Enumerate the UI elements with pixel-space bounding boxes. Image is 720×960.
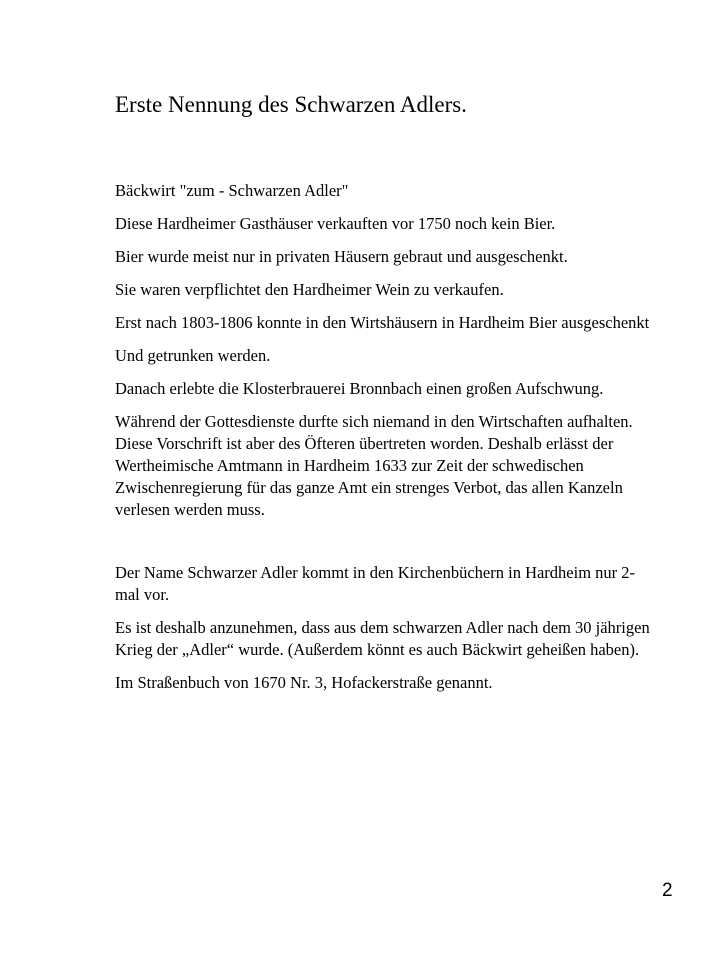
paragraph: Sie waren verpflichtet den Hardheimer Wein zu verkaufen.: [115, 280, 504, 299]
section-divider: [115, 532, 655, 562]
paragraph: Bier wurde meist nur in privaten Häusern gebraut und ausgeschenkt.: [115, 247, 568, 266]
paragraph: Erst nach 1803-1806 konnte in den Wirtshäusern in Hardheim Bier ausgeschenkt: [115, 313, 650, 332]
page-number: 2: [662, 880, 673, 901]
paragraph: Während der Gottesdienste durfte sich niemand in den Wirtschaften aufhalten. Diese Vorschrift ist aber des Öfteren übertreten worden. Deshalb erlässt der Wertheimische Amtmann in Hardheim 1633 zur Zeit der schwedischen Zwischenregierung für das ganze Amt ein strenges Verbot, das allen Kanzeln verlesen werden muss.: [115, 412, 633, 519]
paragraph: Danach erlebte die Klosterbrauerei Bronnbach einen großen Aufschwung.: [115, 379, 604, 398]
paragraph: Und getrunken werden.: [115, 346, 271, 365]
paragraph: Diese Hardheimer Gasthäuser verkauften vor 1750 noch kein Bier.: [115, 214, 556, 233]
paragraph: Der Name Schwarzer Adler kommt in den Kirchenbüchern in Hardheim nur 2-mal vor.: [115, 563, 636, 604]
document-body: [115, 180, 655, 705]
paragraph: Es ist deshalb anzunehmen, dass aus dem schwarzen Adler nach dem 30 jährigen Krieg der „Adler“ wurde. (Außerdem könnt es auch Bäckwirt geheißen haben).: [115, 618, 650, 659]
paragraph: Im Straßenbuch von 1670 Nr. 3, Hofackerstraße genannt.: [115, 673, 493, 692]
page-title: Erste Nennung des Schwarzen Adlers.: [115, 92, 467, 117]
paragraph: Bäckwirt "zum - Schwarzen Adler": [115, 181, 349, 200]
